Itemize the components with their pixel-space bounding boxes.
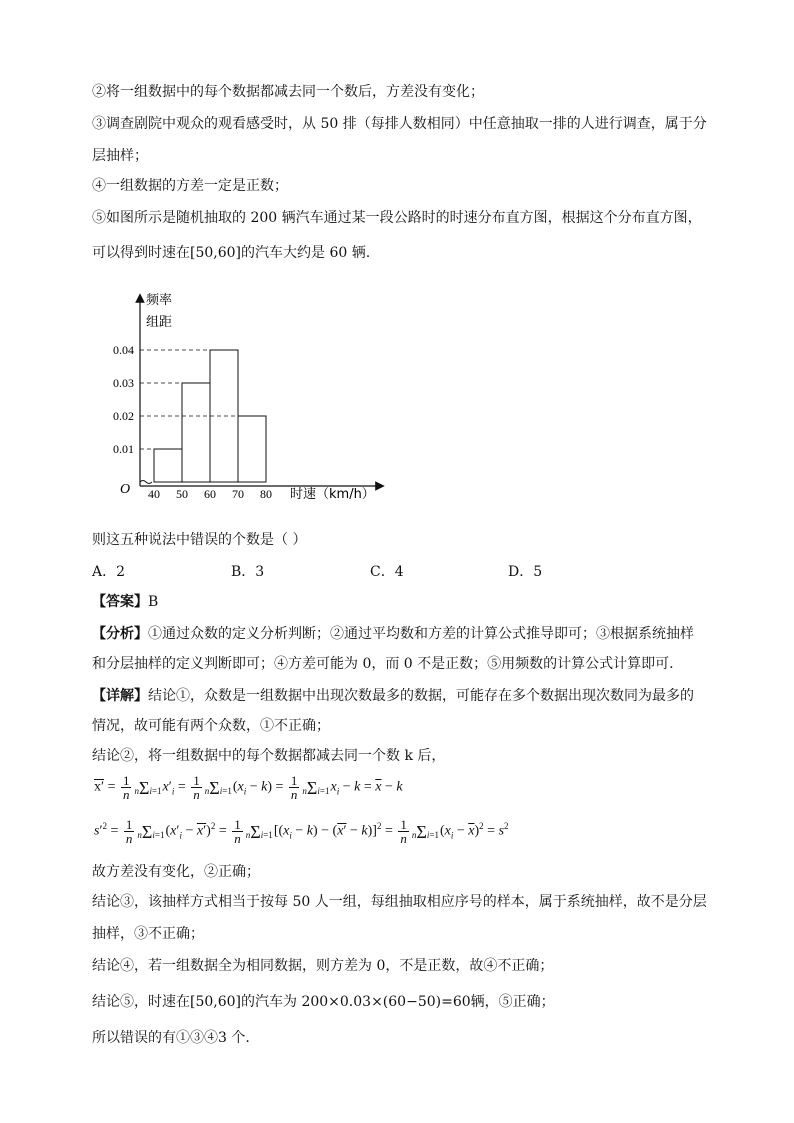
statement-5-cont: 可以得到时速在[50,60]的汽车大约是 60 辆. — [92, 245, 371, 261]
detail-label: 【详解】 — [92, 688, 148, 704]
x-tick-label: 40 — [148, 487, 160, 501]
detail-line-2: 情况，故可能有两个众数，①不正确； — [92, 718, 330, 734]
detail-line-4: 故方差没有变化，②正确； — [92, 864, 260, 880]
equation-mean: x′ = $\frac{1}{n}$ $n\Sigma i=1x'_i$ = $\frac{1}{n}$ $n\Sigma i=1(x_i - k)$ = $\frac{1}{n}$ $n\Sigma i=1x_i - k = \overline{x} - k$ — [94, 773, 403, 802]
y-tick-label: 0.04 — [113, 343, 134, 357]
y-tick-label: 0.02 — [113, 409, 134, 423]
answer-line — [92, 592, 158, 612]
statement-3: ③调查剧院中观众的观看感受时，从 50 排（每排人数相同）中任意抽取一排的人进行调查，属于分 — [92, 116, 707, 132]
ylabel-top: 频率 — [146, 293, 173, 308]
detail-line-1 — [92, 686, 694, 706]
option-a: A．2 — [92, 564, 126, 580]
question-text: 则这五种说法中错误的个数是（ ） — [92, 532, 307, 548]
detail-line-6: 抽样，③不正确； — [92, 926, 204, 942]
eq1-lhs: x′ — [94, 779, 105, 795]
statement-4: ④一组数据的方差一定是正数； — [92, 178, 288, 194]
y-tick-label: 0.03 — [113, 376, 134, 390]
detail-line-9: 所以错误的有①③④3 个. — [92, 1030, 250, 1046]
histogram-bar — [238, 416, 266, 482]
analysis-line-2: 和分层抽样的定义判断即可；④方差可能为 0，而 0 不是正数；⑤用频数的计算公式计算即可. — [92, 656, 674, 672]
statement-2: ②将一组数据中的每个数据都减去同一个数后，方差没有变化； — [92, 84, 484, 100]
histogram-bar — [182, 383, 210, 482]
option-d: D．5 — [508, 564, 543, 580]
axis-break — [140, 481, 152, 484]
detail-line-8: 结论⑤，时速在[50,60]的汽车为 200×0.03×(60−50)=60辆，⑤正确； — [92, 994, 555, 1010]
analysis-label: 【分析】 — [92, 626, 148, 642]
equation-variance: $s'^2$ = $\frac{1}{n}$ $n\Sigma i=1(x'_i - x')^2$ = $\frac{1}{n}$ $n\Sigma i=1[(x_i - k) - (x' - k)]^2$ = $\frac{1}{n}$ $n\Sigma i=1(x_i - \overline{x})^2 = s^2$ — [94, 817, 509, 846]
histogram-bar — [154, 449, 182, 482]
y-tick-label: 0.01 — [113, 442, 134, 456]
x-tick-label: 60 — [204, 487, 216, 501]
statement-3-cont: 层抽样； — [92, 148, 148, 164]
detail-line-3: 结论②，将一组数据中的每个数据都减去同一个数 k 后， — [92, 748, 446, 764]
detail-line-5: 结论③，该抽样方式相当于按每 50 人一组，每组抽取相应序号的样本，属于系统抽样，故不是分层 — [92, 894, 707, 910]
option-c: C．4 — [370, 564, 404, 580]
ylabel-bottom: 组距 — [146, 315, 173, 330]
detail-text-1: 结论①，众数是一组数据中出现次数最多的数据，可能存在多个数据出现次数同为最多的 — [148, 688, 694, 704]
origin-label: O — [120, 482, 131, 497]
x-tick-label: 70 — [232, 487, 244, 501]
option-b: B．3 — [231, 564, 265, 580]
analysis-text-1: ①通过众数的定义分析判断；②通过平均数和方差的计算公式推导即可；③根据系统抽样 — [148, 626, 694, 642]
analysis-line-1 — [92, 624, 694, 644]
statement-5: ⑤如图所示是随机抽取的 200 辆汽车通过某一段公路时的时速分布直方图，根据这个分布直方图， — [92, 210, 702, 226]
answer-label: 【答案】 — [92, 594, 148, 610]
x-tick-label: 80 — [260, 487, 272, 501]
detail-line-7: 结论④，若一组数据全为相同数据，则方差为 0，不是正数，故④不正确； — [92, 958, 554, 974]
answer-value: B — [148, 594, 159, 610]
x-tick-label: 50 — [176, 487, 188, 501]
x-axis-label: 时速（km/h） — [290, 487, 375, 502]
histogram-bar — [210, 350, 238, 482]
